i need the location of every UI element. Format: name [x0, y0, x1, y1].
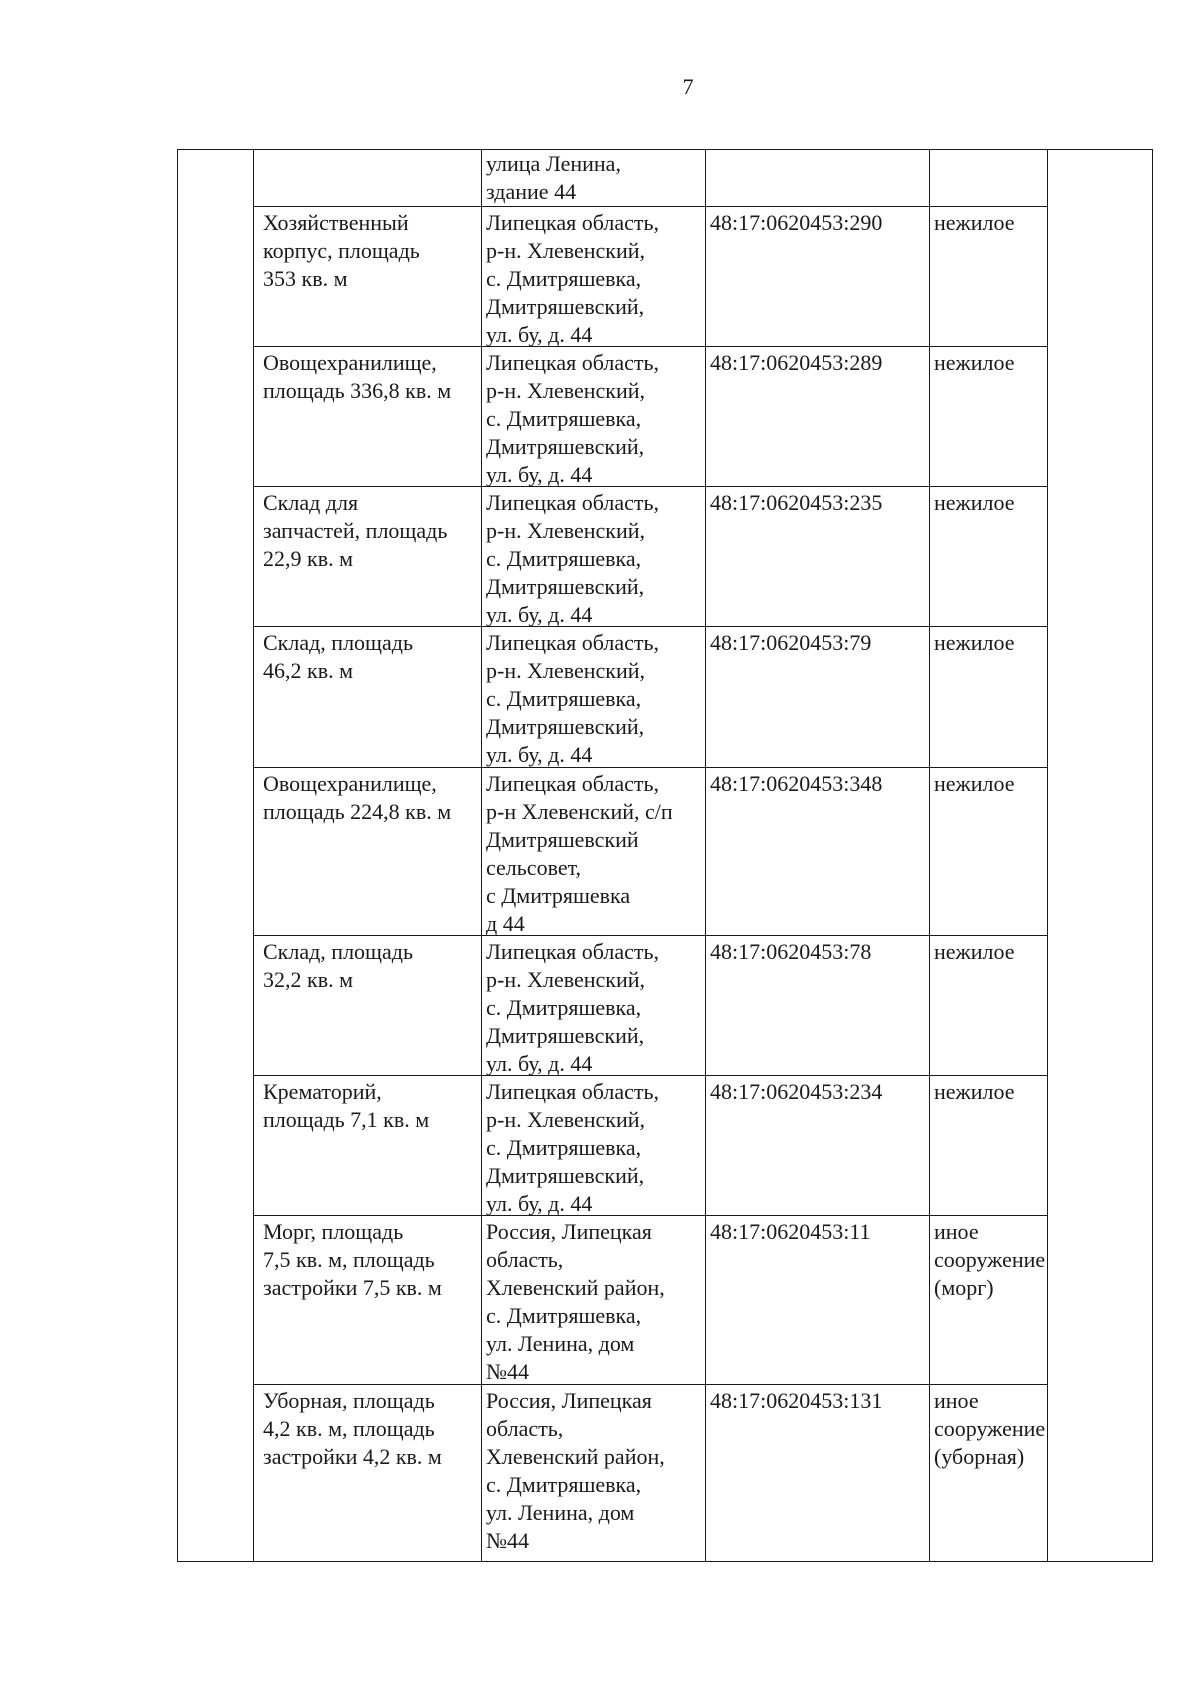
cadastral-number-cell: 48:17:0620453:348 — [710, 771, 883, 796]
object-name-cell: Хозяйственный корпус, площадь 353 кв. м — [263, 210, 420, 291]
object-name-cell: Овощехранилище, площадь 224,8 кв. м — [263, 771, 452, 824]
address-cell: Россия, Липецкая область, Хлевенский район, с. Дмитряшевка, ул. Ленина, дом №44 — [486, 1219, 665, 1384]
object-name-cell: Склад для запчастей, площадь 22,9 кв. м — [263, 490, 448, 571]
page-number: 7 — [682, 74, 694, 99]
property-type-cell: нежилое — [934, 210, 1015, 235]
property-type-cell: иное сооружение (морг) — [934, 1219, 1046, 1300]
object-name-cell: Склад, площадь 32,2 кв. м — [263, 939, 413, 992]
address-cell: Липецкая область, р-н. Хлевенский, с. Дмитряшевка, Дмитряшевский, ул. бу, д. 44 — [486, 939, 660, 1076]
property-type-cell: иное сооружение (уборная) — [934, 1388, 1046, 1469]
table-row — [254, 487, 1048, 627]
object-name-cell: Крематорий, площадь 7,1 кв. м — [263, 1079, 430, 1132]
cadastral-number-cell: 48:17:0620453:78 — [710, 939, 872, 964]
cadastral-number-cell: 48:17:0620453:11 — [710, 1219, 871, 1244]
property-type-cell: нежилое — [934, 771, 1015, 796]
address-cell: Липецкая область, р-н. Хлевенский, с. Дмитряшевка, Дмитряшевский, ул. бу, д. 44 — [486, 630, 660, 767]
table-row — [254, 150, 1048, 207]
property-table — [177, 149, 1153, 1562]
address-cell: Липецкая область, р-н. Хлевенский, с. Дмитряшевка, Дмитряшевский, ул. бу, д. 44 — [486, 350, 660, 487]
object-name-cell: Уборная, площадь 4,2 кв. м, площадь застройки 4,2 кв. м — [263, 1388, 442, 1469]
cadastral-number-cell: 48:17:0620453:234 — [710, 1079, 883, 1104]
table-row — [254, 936, 1048, 1076]
table-row — [254, 1076, 1048, 1216]
property-type-cell: нежилое — [934, 350, 1015, 375]
property-type-cell: нежилое — [934, 939, 1015, 964]
cadastral-number-cell: 48:17:0620453:289 — [710, 350, 883, 375]
cadastral-number-cell: 48:17:0620453:79 — [710, 630, 872, 655]
table-row — [254, 207, 1048, 347]
property-type-cell: нежилое — [934, 490, 1015, 515]
table-row — [254, 627, 1048, 768]
cadastral-number-cell: 48:17:0620453:131 — [710, 1388, 883, 1413]
address-cell: Липецкая область, р-н. Хлевенский, с. Дмитряшевка, Дмитряшевский, ул. бу, д. 44 — [486, 210, 660, 347]
table-row — [254, 1385, 1048, 1560]
address-cell: Липецкая область, р-н. Хлевенский, с. Дмитряшевка, Дмитряшевский, ул. бу, д. 44 — [486, 490, 660, 627]
object-name-cell: Морг, площадь 7,5 кв. м, площадь застройки 7,5 кв. м — [263, 1219, 442, 1300]
address-cell: Липецкая область, р-н Хлевенский, с/п Дмитряшевский сельсовет, с Дмитряшевка д 44 — [486, 771, 673, 936]
cadastral-number-cell: 48:17:0620453:235 — [710, 490, 883, 515]
property-type-cell: нежилое — [934, 630, 1015, 655]
table-row — [254, 768, 1048, 936]
table-row — [254, 1216, 1048, 1385]
property-type-cell: нежилое — [934, 1079, 1015, 1104]
object-name-cell: Овощехранилище, площадь 336,8 кв. м — [263, 350, 452, 403]
address-cell: Липецкая область, р-н. Хлевенский, с. Дмитряшевка, Дмитряшевский, ул. бу, д. 44 — [486, 1079, 660, 1216]
address-cell: улица Ленина, здание 44 — [486, 151, 621, 204]
object-name-cell: Склад, площадь 46,2 кв. м — [263, 630, 413, 683]
cadastral-number-cell: 48:17:0620453:290 — [710, 210, 883, 235]
table-row — [254, 347, 1048, 487]
address-cell: Россия, Липецкая область, Хлевенский район, с. Дмитряшевка, ул. Ленина, дом №44 — [486, 1388, 665, 1553]
